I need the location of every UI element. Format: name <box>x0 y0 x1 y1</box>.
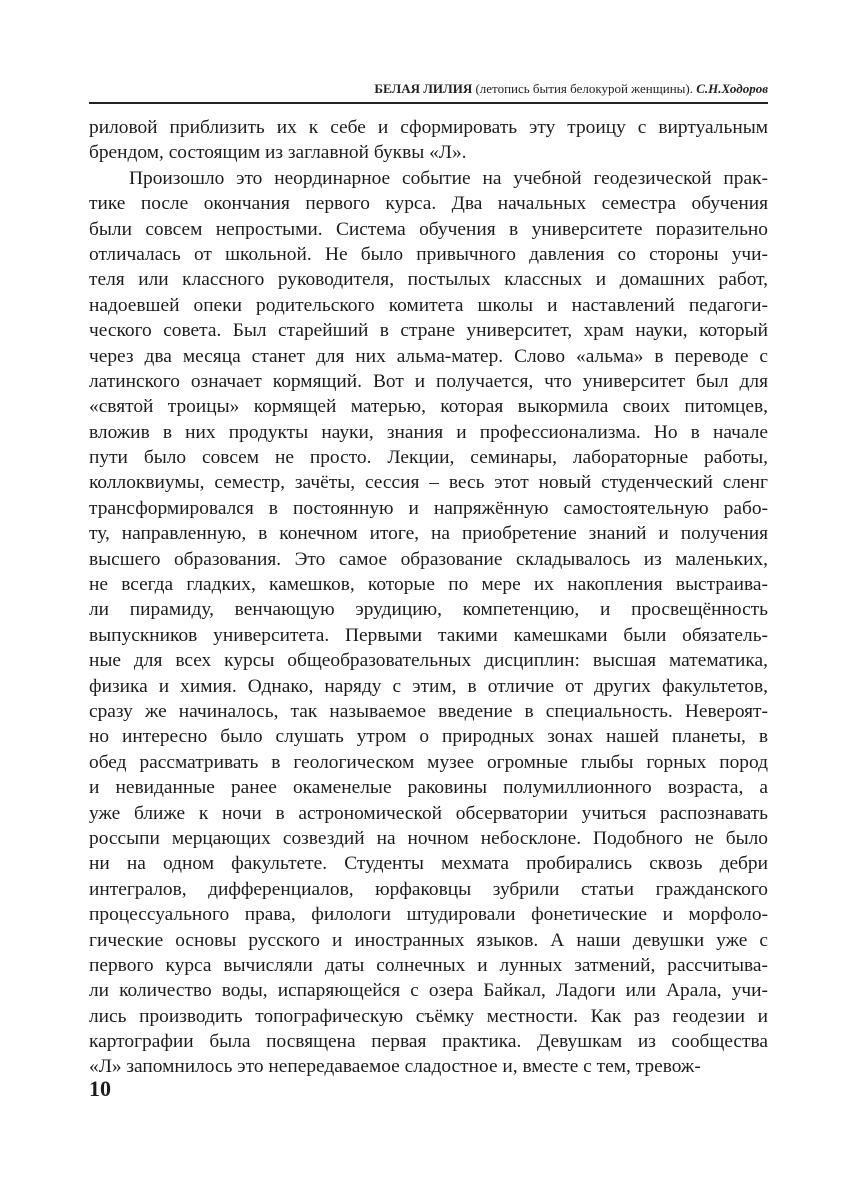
text-line: ные для всех курсы общеобразовательных дисциплин: высшая математика, <box>89 650 768 672</box>
text-line: интегралов, дифференциалов, юрфаковцы зубрили статьи гражданского <box>89 878 768 900</box>
body-text <box>89 115 768 1080</box>
header-rule <box>89 102 768 104</box>
text-line: «святой троицы» кормящей матерью, которая выкормила своих питомцев, <box>89 396 768 418</box>
text-line: трансформировался в постоянную и напряжённую самостоятельную рабо- <box>89 497 768 519</box>
text-line: латинского означает кормящий. Вот и получается, что университет был для <box>89 370 768 392</box>
text-line: высшего образования. Это самое образование складывалось из маленьких, <box>89 548 768 570</box>
text-line: не всегда гладких, камешков, которые по мере их накопления выстраива- <box>89 574 768 596</box>
text-line: ли пирамиду, венчающую эрудицию, компетенцию, и просвещённость <box>89 599 768 621</box>
text-line: ту, направленную, в конечном итоге, на приобретение знаний и получения <box>89 523 768 545</box>
text-line: и невиданные ранее окаменелые раковины полумиллионного возраста, а <box>89 777 768 799</box>
text-line: вложив в них продукты науки, знания и профессионализма. Но в начале <box>89 421 768 443</box>
text-line: картографии была посвящена первая практика. Девушкам из сообщества <box>89 1031 768 1053</box>
text-line: надоевшей опеки родительского комитета школы и наставлений педагоги- <box>89 294 768 316</box>
text-line: уже ближе к ночи в астрономической обсерватории учиться распознавать <box>89 802 768 824</box>
text-line: теля или классного руководителя, постылых классных и домашних работ, <box>89 269 768 291</box>
text-line: первого курса вычисляли даты солнечных и лунных затмений, рассчитыва- <box>89 954 768 976</box>
text-line: сразу же начиналось, так называемое введение в специальность. Невероят- <box>89 700 768 722</box>
text-line: россыпи мерцающих созвездий на ночном небосклоне. Подобного не было <box>89 827 768 849</box>
text-line: брендом, состоящим из заглавной буквы «Л». <box>89 142 467 164</box>
running-header <box>89 80 768 98</box>
text-line: обед рассматривать в геологическом музее огромные глыбы горных пород <box>89 751 768 773</box>
text-line: ли количество воды, испаряющейся с озера Байкал, Ладоги или Арала, учи- <box>89 980 768 1002</box>
text-line: гические основы русского и иностранных языков. А наши девушки уже с <box>89 929 768 951</box>
text-line: «Л» запомнилось это непередаваемое сладостное и, вместе с тем, тревож- <box>89 1056 701 1078</box>
author-name: С.Н.Ходоров <box>696 81 768 96</box>
text-line: но интересно было слушать утром о природных зонах нашей планеты, в <box>89 726 768 748</box>
text-line: отличалась от школьной. Не было привычного давления со стороны учи- <box>89 243 768 265</box>
text-line: коллоквиумы, семестр, зачёты, сессия – весь этот новый студенческий сленг <box>89 472 768 494</box>
text-line: ческого совета. Был старейший в стране университет, храм науки, который <box>89 320 768 342</box>
text-line: были совсем непростыми. Система обучения в университете поразительно <box>89 218 768 240</box>
text-line: ни на одном факультете. Студенты мехмата пробирались сквозь дебри <box>89 853 768 875</box>
text-line: процессуального права, филологи штудировали фонетические и морфоло- <box>89 904 768 926</box>
text-line: Произошло это неординарное событие на учебной геодезической прак- <box>129 167 768 189</box>
text-line: через два месяца станет для них альма-матер. Слово «альма» в переводе с <box>89 345 768 367</box>
book-subtitle: (летопись бытия белокурой женщины). <box>475 81 693 96</box>
text-line: выпускников университета. Первыми такими камешками были обязатель- <box>89 624 768 646</box>
text-line: тике после окончания первого курса. Два начальных семестра обучения <box>89 193 768 215</box>
text-line: риловой приблизить их к себе и сформировать эту троицу с виртуальным <box>89 117 768 138</box>
book-title: БЕЛАЯ ЛИЛИЯ <box>374 81 473 96</box>
page-number: 10 <box>89 1076 111 1101</box>
text-line: лись производить топографическую съёмку местности. Как раз геодезии и <box>89 1005 768 1027</box>
text-line: пути было совсем не просто. Лекции, семинары, лабораторные работы, <box>89 447 768 469</box>
text-line: физика и химия. Однако, наряду с этим, в отличие от других факультетов, <box>89 675 768 697</box>
